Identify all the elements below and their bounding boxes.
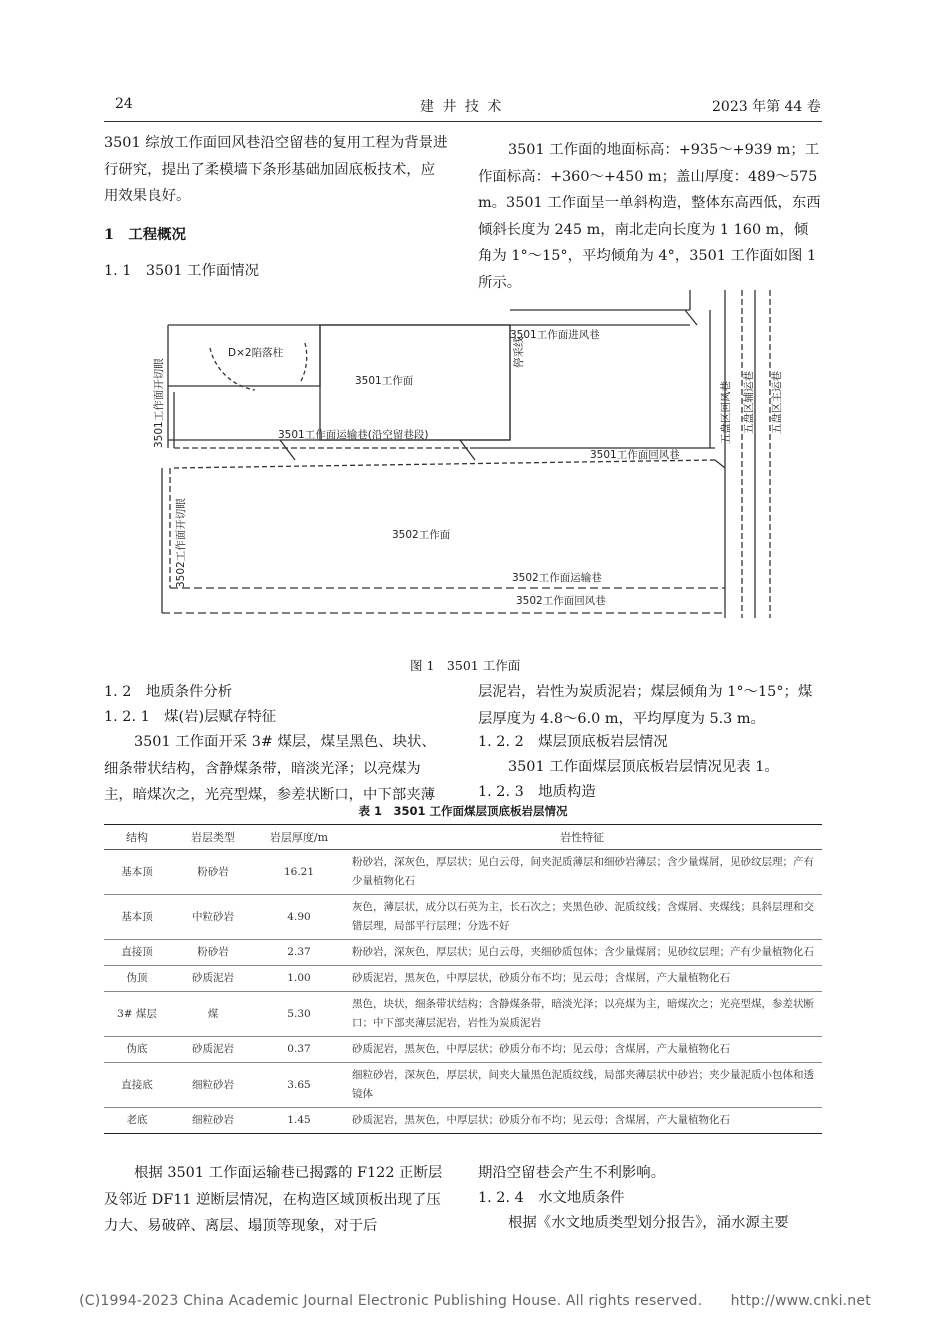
table-row xyxy=(104,992,822,1037)
table-row xyxy=(104,850,822,895)
table-cell: 粉砂岩 xyxy=(170,850,256,895)
page-number: 24 xyxy=(115,96,133,112)
col-lithology: 岩性特征 xyxy=(342,825,822,850)
table-cell: 砂质泥岩 xyxy=(170,1037,256,1063)
table-row xyxy=(104,940,822,966)
table-cell: 伪顶 xyxy=(104,966,170,992)
label-transport-3502: 3502工作面运输巷 xyxy=(512,572,602,584)
geology-structure-paragraph: 根据 3501 工作面运输巷已揭露的 F122 正断层及邻近 DF11 逆断层情况，在构造区域顶板出现了压力大、易破碎、离层、塌顶等现象，对于后 xyxy=(104,1165,443,1234)
table-cell: 1.45 xyxy=(256,1108,342,1134)
section-1-2-1-heading: 1. 2. 1 煤(岩)层赋存特征 xyxy=(104,709,277,725)
label-return-3501: 3501工作面回风巷 xyxy=(590,449,680,461)
label-stop-line: 停采线 xyxy=(513,336,525,368)
table-cell: 粉砂岩 xyxy=(170,940,256,966)
table-cell: 基本顶 xyxy=(104,850,170,895)
coal-seam-paragraph: 3501 工作面开采 3# 煤层，煤呈黑色、块状、细条带状结构，含静煤条带，暗淡光泽；以亮煤为主，暗煤次之，光亮型煤，参差状断口，中下部夹薄 xyxy=(104,734,436,803)
table-cell: 细粒砂岩 xyxy=(170,1108,256,1134)
geology-structure-paragraph-cont: 期沿空留巷会产生不利影响。 xyxy=(478,1165,666,1181)
table-cell: 砂质泥岩，黑灰色，中厚层状，砂质分布不均；见云母；含煤屑，产大量植物化石 xyxy=(342,966,822,992)
label-cut-3502: 3502工作面开切眼 xyxy=(175,498,187,588)
table-cell: 细粒砂岩 xyxy=(170,1063,256,1108)
table-cell: 砂质泥岩，黑灰色，中厚层状；砂质分布不均；见云母；含煤屑，产大量植物化石 xyxy=(342,1108,822,1134)
table-cell: 16.21 xyxy=(256,850,342,895)
table-cell: 直接顶 xyxy=(104,940,170,966)
face-3501-top-edge xyxy=(168,325,510,386)
col-thickness: 岩层厚度/m xyxy=(256,825,342,850)
col-structure: 结构 xyxy=(104,825,170,850)
table-header-row xyxy=(104,825,822,850)
table-cell: 黑色，块状，细条带状结构；含静煤条带，暗淡光泽；以亮煤为主，暗煤次之；光亮型煤，参差状断口；中下部夹薄层泥岩，岩性为炭质泥岩 xyxy=(342,992,822,1037)
roof-floor-paragraph: 3501 工作面煤层顶底板岩层情况见表 1。 xyxy=(508,759,779,775)
table-caption: 表 1 3501 工作面煤层顶底板岩层情况 xyxy=(358,804,568,818)
table-cell: 粉砂岩，深灰色，厚层状；见白云母，间夹泥质薄层和细砂岩薄层；含少量煤屑，见砂纹层理；产有少量植物化石 xyxy=(342,850,822,895)
table-row xyxy=(104,1037,822,1063)
section-1-1-heading: 1. 1 3501 工作面情况 xyxy=(104,263,260,279)
table-row xyxy=(104,895,822,940)
coal-seam-paragraph-cont: 层泥岩，岩性为炭质泥岩；煤层倾角为 1°～15°；煤层厚度为 4.8～6.0 m，平均厚度为 5.3 m。 xyxy=(478,684,813,727)
table-cell: 0.37 xyxy=(256,1037,342,1063)
table-row xyxy=(104,1063,822,1108)
journal-name: 建 井 技 术 xyxy=(420,99,504,115)
label-collapse: D×2陷落柱 xyxy=(228,347,284,359)
table-cell: 老底 xyxy=(104,1108,170,1134)
table-row xyxy=(104,966,822,992)
label-intake-3501: 3501工作面进风巷 xyxy=(510,329,600,341)
workface-paragraph: 3501 工作面的地面标高：+935～+939 m；工作面标高：+360～+450 m；盖山厚度：489～575 m。3501 工作面呈一单斜构造，整体东高西低，东西倾斜长度为 245 m，南北走向长度为 1 160 m，倾角为 1°～15°，平均倾角为 4°，3501 工作面如图 1 所示。 xyxy=(478,142,821,291)
face-3501-block xyxy=(320,325,510,440)
section-1-2-2-heading: 1. 2. 2 煤层顶底板岩层情况 xyxy=(478,734,668,750)
header-rule xyxy=(104,121,822,122)
table-cell: 5.30 xyxy=(256,992,342,1037)
section-1-2-4-heading: 1. 2. 4 水文地质条件 xyxy=(478,1190,625,1206)
issue-info: 2023 年第 44 卷 xyxy=(712,99,821,115)
hydro-paragraph: 根据《水文地质类型划分报告》，涌水源主要 xyxy=(508,1215,789,1231)
table-cell: 1.00 xyxy=(256,966,342,992)
label-return-3502: 3502工作面回风巷 xyxy=(516,595,606,607)
table-cell: 基本顶 xyxy=(104,895,170,940)
table-cell: 3# 煤层 xyxy=(104,992,170,1037)
table-cell: 中粒砂岩 xyxy=(170,895,256,940)
table-row xyxy=(104,1108,822,1134)
label-panel-return: 五盘区回风巷 xyxy=(720,381,732,444)
table-cell: 伪底 xyxy=(104,1037,170,1063)
label-cut-3501: 3501工作面开切眼 xyxy=(153,358,165,448)
table-cell: 2.37 xyxy=(256,940,342,966)
label-panel-aux: 五盘区辅运巷 xyxy=(743,371,755,434)
label-transport-3501: 3501工作面运输巷(沿空留巷段) xyxy=(278,429,429,441)
label-face-3502: 3502工作面 xyxy=(392,529,451,541)
col-rock-type: 岩层类型 xyxy=(170,825,256,850)
table-cell: 砂质泥岩 xyxy=(170,966,256,992)
section-1-2-3-heading: 1. 2. 3 地质构造 xyxy=(478,784,596,800)
section-1-heading: 1 工程概况 xyxy=(104,226,186,243)
label-face-3501: 3501工作面 xyxy=(355,375,414,387)
table-cell: 细粒砂岩，深灰色，厚层状，间夹大量黑色泥质纹线，局部夹薄层状中砂岩；夹少量泥质小包体和透镜体 xyxy=(342,1063,822,1108)
table-cell: 直接底 xyxy=(104,1063,170,1108)
table-cell: 4.90 xyxy=(256,895,342,940)
rock-strata-table xyxy=(104,824,822,1134)
workface-layout-figure xyxy=(130,288,810,648)
table-cell: 3.65 xyxy=(256,1063,342,1108)
return-3501-lower xyxy=(174,460,715,468)
label-panel-main: 五盘区主运巷 xyxy=(771,371,783,434)
table-cell: 灰色，薄层状，成分以石英为主，长石次之；夹黑色砂、泥质纹线；含煤屑、夹煤线；具斜层理和交错层理，局部平行层理；分选不好 xyxy=(342,895,822,940)
table-cell: 砂质泥岩，黑灰色，中厚层状；砂质分布不均；见云母；含煤屑，产大量植物化石 xyxy=(342,1037,822,1063)
section-1-2-heading: 1. 2 地质条件分析 xyxy=(104,684,233,700)
copyright-footer: (C)1994-2023 China Academic Journal Electronic Publishing House. All rights reserved. http://www.cnki.net xyxy=(79,1293,871,1309)
figure-caption: 图 1 3501 工作面 xyxy=(410,658,521,673)
table-cell: 粉砂岩，深灰色，厚层状；见白云母，夹细砂质包体；含少量煤屑；见砂纹层理；产有少量植物化石 xyxy=(342,940,822,966)
table-cell: 煤 xyxy=(170,992,256,1037)
intro-paragraph: 3501 综放工作面回风巷沿空留巷的复用工程为背景进行研究，提出了柔模墙下条形基础加固底板技术，应用效果良好。 xyxy=(104,135,448,204)
